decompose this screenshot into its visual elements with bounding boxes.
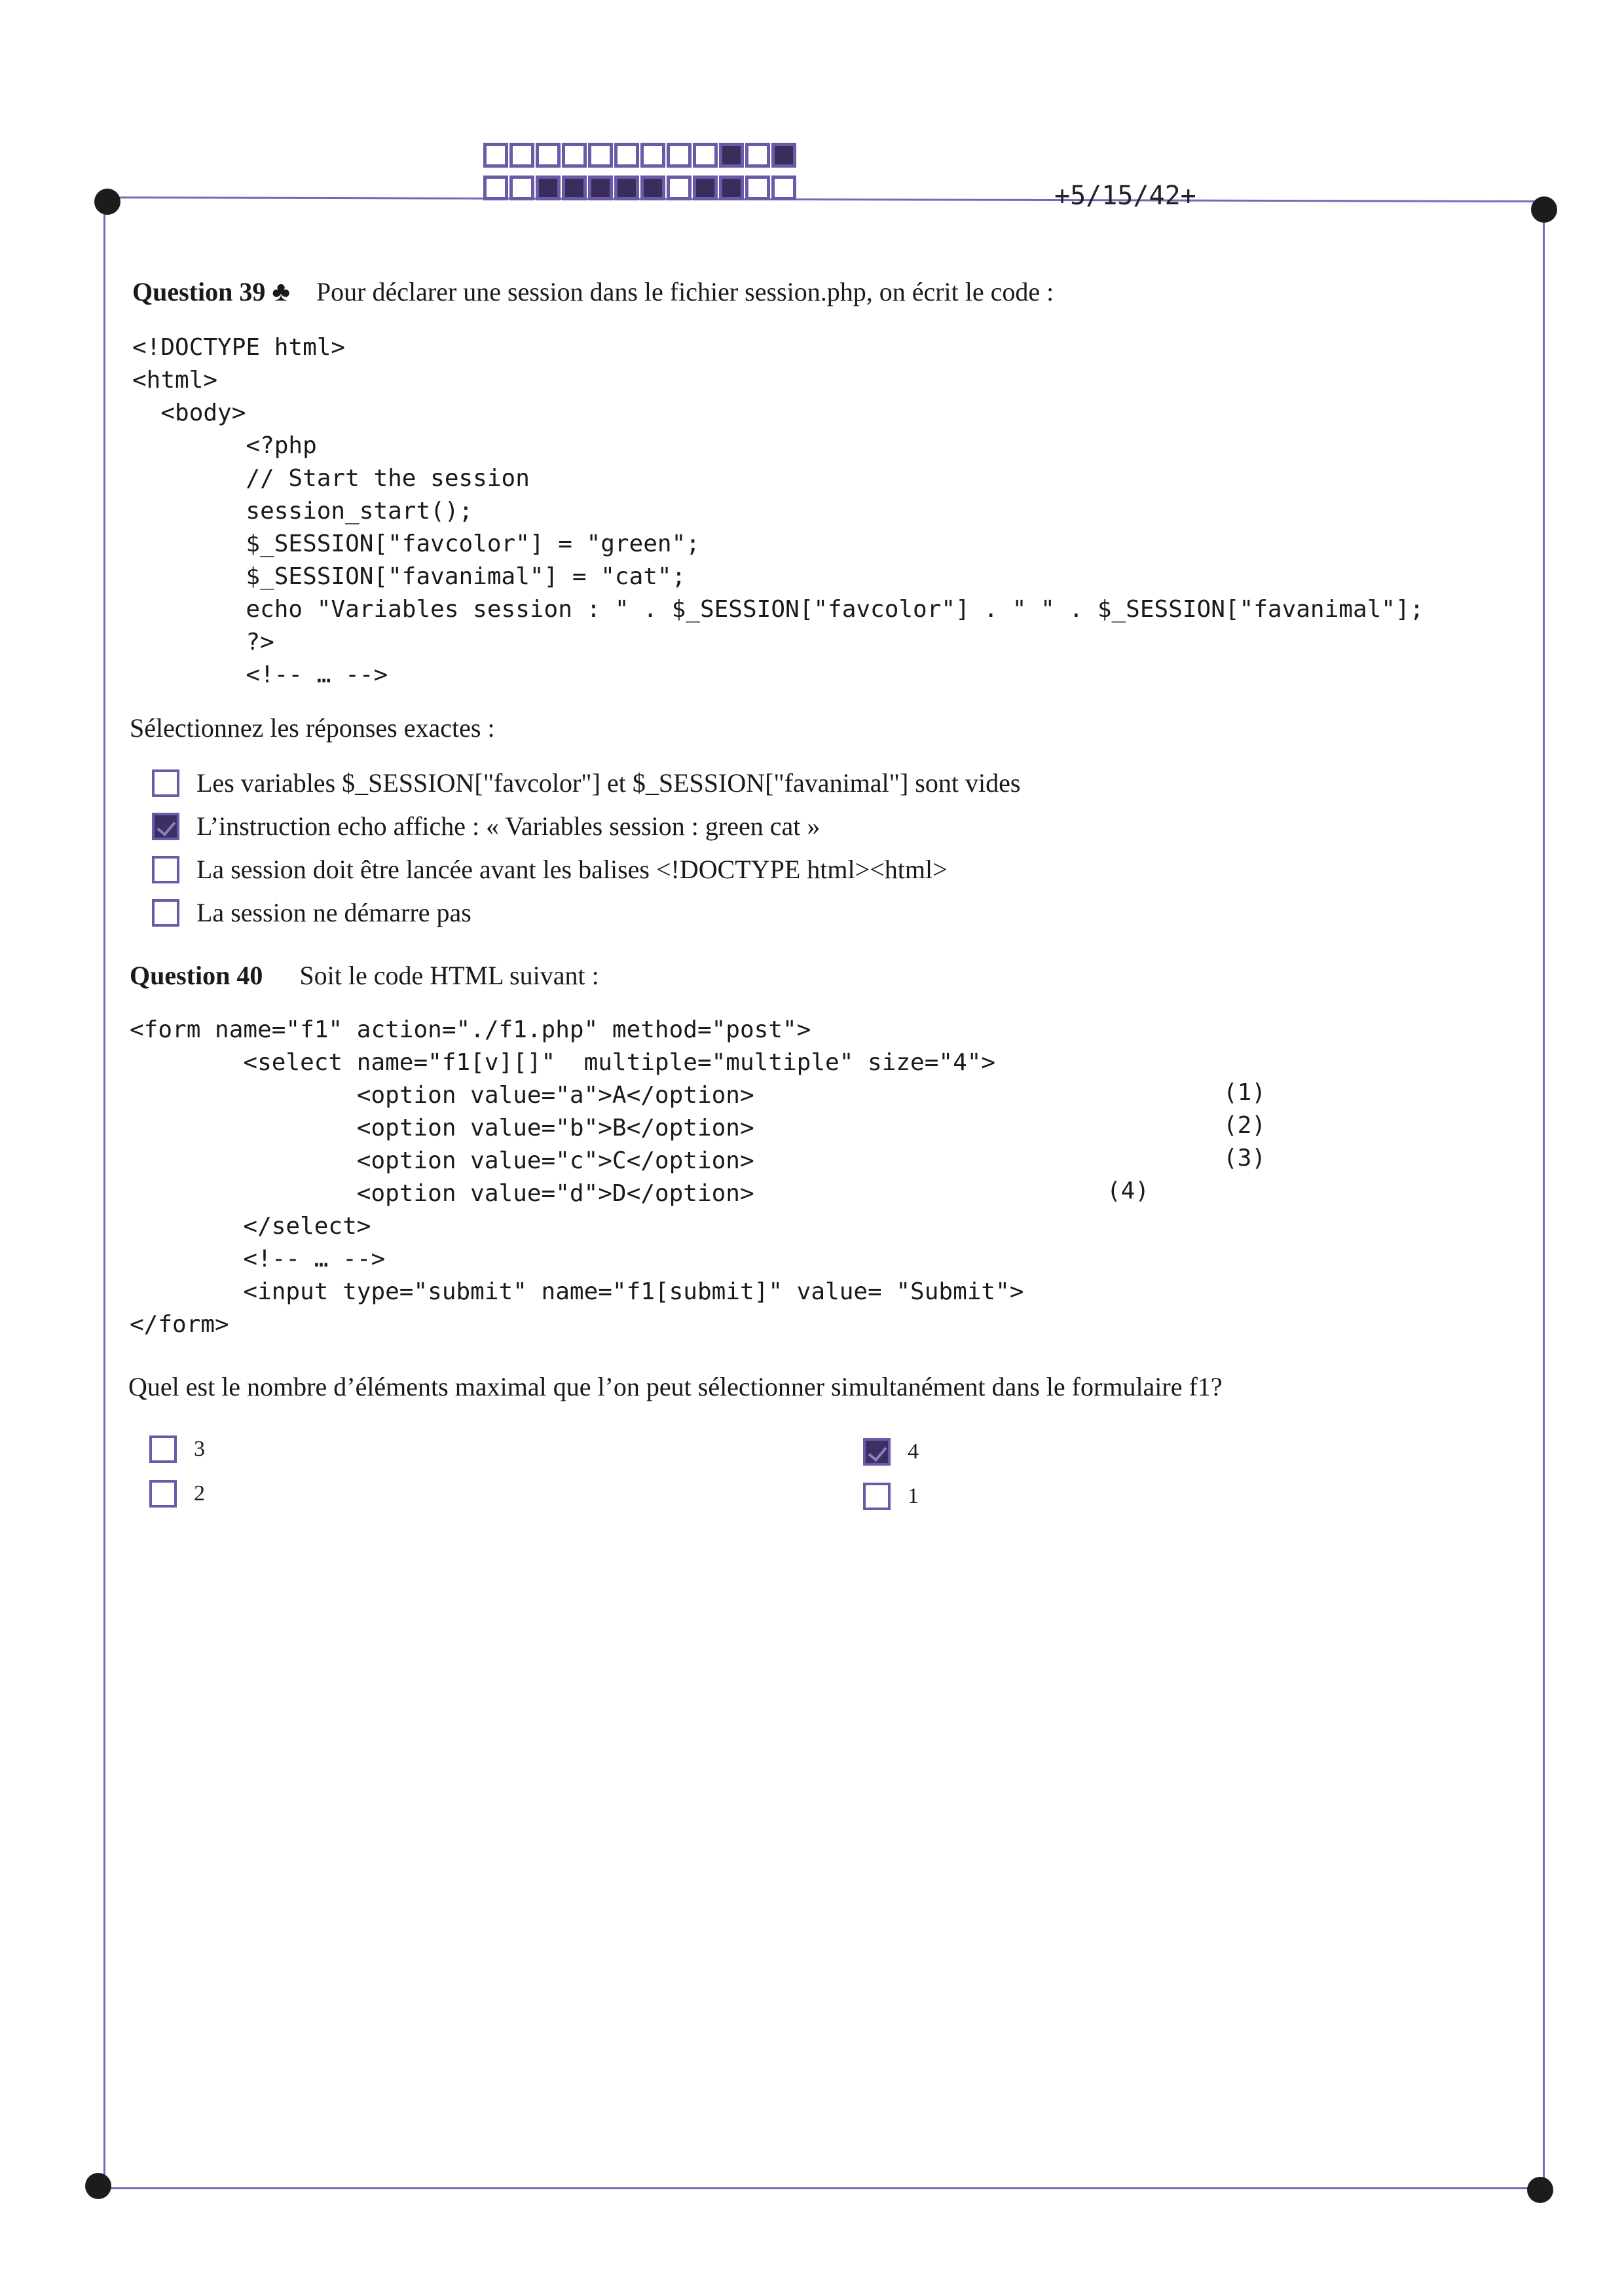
corner-marker-bottom-right — [1527, 2177, 1553, 2203]
question-text: Pour déclarer une session dans le fichier session.php, on écrit le code : — [316, 277, 1054, 306]
answer-checkbox[interactable] — [152, 899, 179, 927]
answer-option[interactable] — [863, 1483, 919, 1510]
answer-checkbox[interactable] — [152, 769, 179, 797]
code-line: <select name="f1[v][]" multiple="multiple" size="4"> — [130, 1049, 996, 1076]
code-line: </select> — [130, 1213, 371, 1240]
code-line: <option value="d">D</option> — [130, 1180, 754, 1207]
answer-option[interactable] — [863, 1438, 919, 1466]
code-line: <option value="a">A</option> — [130, 1082, 754, 1109]
code-line: $_SESSION["favanimal"] = "cat"; — [132, 563, 686, 590]
answer-checkbox[interactable] — [149, 1480, 177, 1508]
barcode-cell-empty — [509, 143, 534, 168]
answer-checkbox-checked[interactable] — [863, 1438, 891, 1466]
frame-right-line — [1543, 208, 1545, 2193]
barcode-cell-filled — [640, 176, 665, 200]
code-line: $_SESSION["favcolor"] = "green"; — [132, 530, 700, 557]
barcode-cell-filled — [719, 143, 744, 168]
answer-label: La session ne démarre pas — [196, 898, 471, 927]
barcode-cell-filled — [719, 176, 744, 200]
code-line: session_start(); — [132, 498, 473, 525]
code-line: echo "Variables session : " . $_SESSION["favcolor"] . " " . $_SESSION["favanimal"]; — [132, 596, 1424, 623]
answer-checkbox[interactable] — [152, 856, 179, 883]
answer-option[interactable] — [152, 854, 948, 885]
barcode-cell-empty — [745, 143, 770, 168]
answer-checkbox-checked[interactable] — [152, 813, 179, 840]
corner-marker-top-left — [94, 189, 120, 215]
barcode-row-2 — [483, 176, 796, 200]
barcode-cell-filled — [614, 176, 639, 200]
answer-label: 2 — [194, 1481, 205, 1506]
frame-bottom-line — [98, 2187, 1539, 2189]
line-number: (4) — [1107, 1177, 1150, 1204]
barcode-row-1 — [483, 143, 796, 168]
barcode-cell-empty — [745, 176, 770, 200]
answer-label: Les variables $_SESSION["favcolor"] et $_SESSION["favanimal"] sont vides — [196, 768, 1021, 798]
answer-label: La session doit être lancée avant les balises <!DOCTYPE html><html> — [196, 855, 948, 884]
answer-option[interactable] — [152, 897, 471, 928]
page-id: +5/15/42+ — [1054, 181, 1196, 211]
answer-checkbox[interactable] — [863, 1483, 891, 1510]
frame-top-line — [105, 196, 1545, 202]
barcode-cell-empty — [771, 176, 796, 200]
barcode-cell-empty — [614, 143, 639, 168]
frame-left-line — [103, 196, 105, 2187]
barcode-cell-empty — [483, 143, 508, 168]
question-40-prompt: Quel est le nombre d’éléments maximal que l’on peut sélectionner simultanément dans le formulaire f1? — [128, 1372, 1223, 1401]
code-line: <option value="b">B</option> — [130, 1115, 754, 1141]
barcode-cell-empty — [562, 143, 587, 168]
code-line: <!-- … --> — [132, 661, 388, 688]
code-line: <input type="submit" name="f1[submit]" value= "Submit"> — [130, 1278, 1024, 1305]
question-label: Question 39 — [132, 277, 266, 306]
code-line: <!DOCTYPE html> — [132, 334, 346, 361]
barcode-cell-filled — [771, 143, 796, 168]
code-line: <?php — [132, 432, 317, 459]
answer-label: 1 — [908, 1484, 919, 1508]
club-icon: ♣ — [272, 277, 290, 307]
question-39-prompt: Sélectionnez les réponses exactes : — [130, 713, 495, 743]
code-line: <form name="f1" action="./f1.php" method="post"> — [130, 1016, 811, 1043]
barcode-cell-filled — [693, 176, 718, 200]
barcode-cell-empty — [483, 176, 508, 200]
code-line: <body> — [132, 399, 246, 426]
code-line: </form> — [130, 1311, 229, 1338]
question-39-code — [132, 331, 1424, 692]
code-line: <option value="c">C</option> — [130, 1147, 754, 1174]
barcode-cell-empty — [509, 176, 534, 200]
code-line: <html> — [132, 367, 218, 394]
code-line: <!-- … --> — [130, 1246, 386, 1272]
code-line: // Start the session — [132, 465, 530, 492]
corner-marker-top-right — [1531, 196, 1557, 223]
barcode-cell-filled — [588, 176, 613, 200]
answer-label: 3 — [194, 1437, 205, 1461]
barcode-cell-empty — [693, 143, 718, 168]
question-text: Soit le code HTML suivant : — [299, 961, 599, 990]
barcode-cell-filled — [562, 176, 587, 200]
barcode-cell-empty — [588, 143, 613, 168]
answer-option[interactable] — [149, 1480, 205, 1508]
line-number: (3) — [1223, 1145, 1266, 1172]
answer-option[interactable] — [152, 768, 1020, 798]
answer-checkbox[interactable] — [149, 1435, 177, 1463]
question-40-code — [130, 1014, 1024, 1341]
question-39-heading — [132, 276, 1054, 308]
answer-label: L’instruction echo affiche : « Variables session : green cat » — [196, 811, 821, 841]
answer-option[interactable] — [152, 811, 820, 842]
barcode-cell-filled — [536, 176, 561, 200]
question-40-heading — [130, 960, 599, 991]
answer-option[interactable] — [149, 1435, 205, 1463]
answer-label: 4 — [908, 1439, 919, 1464]
barcode-cell-empty — [667, 176, 692, 200]
line-number: (2) — [1223, 1112, 1266, 1139]
code-line: ?> — [132, 629, 274, 656]
barcode-cell-empty — [667, 143, 692, 168]
corner-marker-bottom-left — [85, 2173, 111, 2199]
barcode-cell-empty — [536, 143, 561, 168]
barcode-cell-empty — [640, 143, 665, 168]
line-number: (1) — [1223, 1079, 1266, 1106]
question-label: Question 40 — [130, 961, 263, 990]
